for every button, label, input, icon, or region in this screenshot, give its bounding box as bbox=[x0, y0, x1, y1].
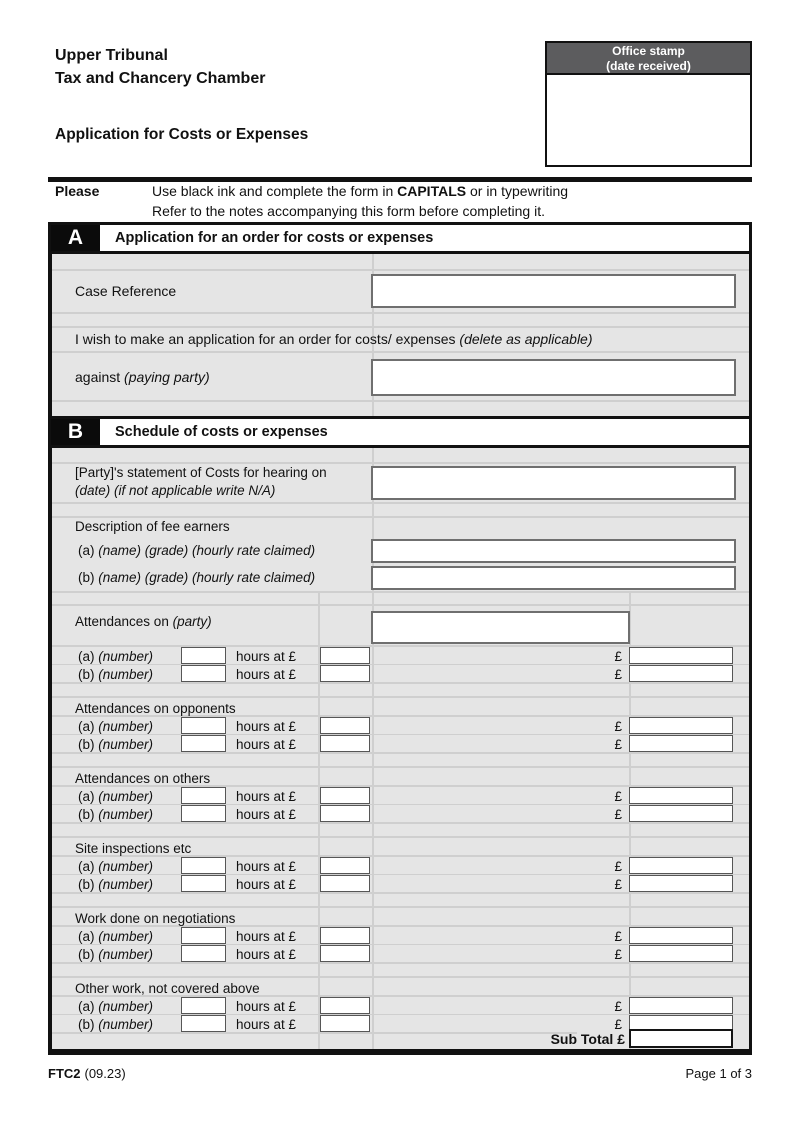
pound-sign: £ bbox=[614, 929, 622, 944]
g0-b-amount-input[interactable] bbox=[629, 665, 733, 682]
g4-a-amount-input[interactable] bbox=[629, 927, 733, 944]
g3-b-rate-input[interactable] bbox=[320, 875, 370, 892]
g0-b-number-input[interactable] bbox=[181, 665, 226, 682]
hours-at-label: hours at £ bbox=[236, 719, 297, 734]
subtotal-input[interactable] bbox=[629, 1029, 733, 1048]
grid-line bbox=[52, 836, 749, 838]
row-b-label: (b) (number) bbox=[78, 807, 154, 822]
row-a-label: (a) (number) bbox=[78, 789, 154, 804]
statement-hearing-date-input[interactable] bbox=[371, 466, 736, 500]
pound-sign: £ bbox=[614, 947, 622, 962]
fee-earners-heading: Description of fee earners bbox=[75, 519, 230, 534]
grid-line bbox=[52, 591, 749, 593]
pound-sign: £ bbox=[614, 877, 622, 892]
office-stamp-area bbox=[547, 75, 750, 165]
statement-label: [Party]'s statement of Costs for hearing on (date) (if not applicable write N/A) bbox=[75, 465, 327, 498]
subtotal-label: Sub Total £ bbox=[550, 1031, 625, 1047]
grid-line bbox=[52, 906, 749, 908]
g4-a-rate-input[interactable] bbox=[320, 927, 370, 944]
office-stamp-line2: (date received) bbox=[606, 59, 691, 73]
grid-line bbox=[52, 766, 749, 768]
row-b-label: (b) (number) bbox=[78, 1017, 154, 1032]
office-stamp-line1: Office stamp bbox=[612, 44, 685, 58]
group-heading-other-work: Other work, not covered above bbox=[75, 981, 260, 996]
g4-b-amount-input[interactable] bbox=[629, 945, 733, 962]
attendance-row bbox=[0, 665, 800, 683]
attendance-row bbox=[0, 787, 800, 805]
section-a-title: Application for an order for costs or expenses bbox=[115, 230, 434, 246]
attendance-row bbox=[0, 997, 800, 1015]
g1-b-amount-input[interactable] bbox=[629, 735, 733, 752]
g4-b-rate-input[interactable] bbox=[320, 945, 370, 962]
g2-b-amount-input[interactable] bbox=[629, 805, 733, 822]
section-b-badge: B bbox=[51, 419, 100, 445]
instruction-line-1: Use black ink and complete the form in CAPITALS or in typewriting bbox=[152, 183, 569, 199]
grid-line bbox=[52, 604, 749, 606]
hours-at-label: hours at £ bbox=[236, 1017, 297, 1032]
g2-b-rate-input[interactable] bbox=[320, 805, 370, 822]
pound-sign: £ bbox=[614, 807, 622, 822]
row-a-label: (a) (number) bbox=[78, 999, 154, 1014]
row-b-label: (b) (number) bbox=[78, 947, 154, 962]
grid-line bbox=[52, 269, 749, 271]
g2-a-amount-input[interactable] bbox=[629, 787, 733, 804]
capitals-emphasis: CAPITALS bbox=[397, 183, 467, 199]
org-title bbox=[55, 44, 265, 90]
fee-earner-b-label: (b) (name) (grade) (hourly rate claimed) bbox=[78, 570, 316, 585]
org-line1: Upper Tribunal bbox=[55, 47, 168, 64]
fee-earner-a-label: (a) (name) (grade) (hourly rate claimed) bbox=[78, 543, 316, 558]
g2-a-rate-input[interactable] bbox=[320, 787, 370, 804]
page-number: Page 1 of 3 bbox=[685, 1066, 752, 1081]
hours-at-label: hours at £ bbox=[236, 807, 297, 822]
form-version: (09.23) bbox=[84, 1066, 126, 1081]
wish-note: (delete as applicable) bbox=[459, 331, 593, 347]
section-b-header bbox=[48, 416, 752, 448]
pound-sign: £ bbox=[614, 999, 622, 1014]
hours-at-label: hours at £ bbox=[236, 667, 297, 682]
grid-line bbox=[52, 976, 749, 978]
g1-a-rate-input[interactable] bbox=[320, 717, 370, 734]
g2-a-number-input[interactable] bbox=[181, 787, 226, 804]
attendance-row bbox=[0, 717, 800, 735]
g0-b-rate-input[interactable] bbox=[320, 665, 370, 682]
g0-a-rate-input[interactable] bbox=[320, 647, 370, 664]
hours-at-label: hours at £ bbox=[236, 999, 297, 1014]
g0-a-amount-input[interactable] bbox=[629, 647, 733, 664]
g5-b-rate-input[interactable] bbox=[320, 1015, 370, 1032]
grid-line bbox=[52, 400, 749, 402]
pound-sign: £ bbox=[614, 1017, 622, 1032]
row-b-label: (b) (number) bbox=[78, 667, 154, 682]
row-a-label: (a) (number) bbox=[78, 929, 154, 944]
case-reference-input[interactable] bbox=[371, 274, 736, 308]
row-a-label: (a) (number) bbox=[78, 719, 154, 734]
g1-a-number-input[interactable] bbox=[181, 717, 226, 734]
attendance-row bbox=[0, 945, 800, 963]
g5-a-rate-input[interactable] bbox=[320, 997, 370, 1014]
row-a-label: (a) (number) bbox=[78, 649, 154, 664]
hours-at-label: hours at £ bbox=[236, 737, 297, 752]
hours-at-label: hours at £ bbox=[236, 859, 297, 874]
g1-b-rate-input[interactable] bbox=[320, 735, 370, 752]
g1-a-amount-input[interactable] bbox=[629, 717, 733, 734]
pound-sign: £ bbox=[614, 667, 622, 682]
g5-a-number-input[interactable] bbox=[181, 997, 226, 1014]
fee-earner-b-input[interactable] bbox=[371, 566, 736, 590]
pound-sign: £ bbox=[614, 737, 622, 752]
grid-line bbox=[52, 696, 749, 698]
against-note: (paying party) bbox=[124, 369, 210, 385]
g3-a-number-input[interactable] bbox=[181, 857, 226, 874]
grid-line bbox=[52, 312, 749, 314]
form-code: FTC2 (09.23) bbox=[48, 1066, 126, 1081]
g4-b-number-input[interactable] bbox=[181, 945, 226, 962]
row-b-label: (b) (number) bbox=[78, 737, 154, 752]
group-heading-attendances-opponents: Attendances on opponents bbox=[75, 701, 236, 716]
org-line2: Tax and Chancery Chamber bbox=[55, 70, 266, 87]
attendance-row bbox=[0, 805, 800, 823]
section-a-header bbox=[48, 222, 752, 254]
hours-at-label: hours at £ bbox=[236, 649, 297, 664]
page-title: Application for Costs or Expenses bbox=[55, 126, 309, 143]
hours-at-label: hours at £ bbox=[236, 929, 297, 944]
row-a-label: (a) (number) bbox=[78, 859, 154, 874]
hours-at-label: hours at £ bbox=[236, 789, 297, 804]
grid-line bbox=[52, 516, 749, 518]
attendance-row bbox=[0, 927, 800, 945]
top-rule bbox=[48, 177, 752, 182]
attendance-row bbox=[0, 857, 800, 875]
instruction-line-2: Refer to the notes accompanying this form before completing it. bbox=[152, 203, 545, 219]
pound-sign: £ bbox=[614, 719, 622, 734]
g3-b-amount-input[interactable] bbox=[629, 875, 733, 892]
group-heading-site-inspections: Site inspections etc bbox=[75, 841, 192, 856]
grid-line bbox=[52, 326, 749, 328]
g3-a-amount-input[interactable] bbox=[629, 857, 733, 874]
g3-b-number-input[interactable] bbox=[181, 875, 226, 892]
g3-a-rate-input[interactable] bbox=[320, 857, 370, 874]
g4-a-number-input[interactable] bbox=[181, 927, 226, 944]
office-stamp-box bbox=[545, 41, 752, 167]
hours-at-label: hours at £ bbox=[236, 877, 297, 892]
wish-statement: I wish to make an application for an order for costs/ expenses (delete as applicable) bbox=[75, 331, 593, 347]
g5-b-number-input[interactable] bbox=[181, 1015, 226, 1032]
against-label: against (paying party) bbox=[75, 369, 210, 385]
group-heading-negotiations: Work done on negotiations bbox=[75, 911, 236, 926]
grid-line bbox=[52, 351, 749, 353]
row-b-label: (b) (number) bbox=[78, 877, 154, 892]
attendance-row bbox=[0, 875, 800, 893]
group-heading-attendances-others: Attendances on others bbox=[75, 771, 211, 786]
section-a-badge: A bbox=[51, 225, 100, 251]
attendance-row bbox=[0, 735, 800, 753]
office-stamp-header bbox=[547, 43, 750, 75]
g0-a-number-input[interactable] bbox=[181, 647, 226, 664]
attendance-row bbox=[0, 647, 800, 665]
pound-sign: £ bbox=[614, 649, 622, 664]
fee-earner-a-input[interactable] bbox=[371, 539, 736, 563]
please-label: Please bbox=[55, 183, 100, 199]
section-b-title: Schedule of costs or expenses bbox=[115, 424, 328, 440]
g5-a-amount-input[interactable] bbox=[629, 997, 733, 1014]
against-paying-party-input[interactable] bbox=[371, 359, 736, 396]
g2-b-number-input[interactable] bbox=[181, 805, 226, 822]
hours-at-label: hours at £ bbox=[236, 947, 297, 962]
case-reference-label: Case Reference bbox=[75, 283, 177, 299]
grid-line bbox=[52, 502, 749, 504]
statement-label-note: (date) (if not applicable write N/A) bbox=[75, 483, 276, 498]
attendances-party-input[interactable] bbox=[371, 611, 630, 644]
g1-b-number-input[interactable] bbox=[181, 735, 226, 752]
pound-sign: £ bbox=[614, 859, 622, 874]
pound-sign: £ bbox=[614, 789, 622, 804]
group-heading-attendances-party: Attendances on (party) bbox=[75, 614, 212, 629]
